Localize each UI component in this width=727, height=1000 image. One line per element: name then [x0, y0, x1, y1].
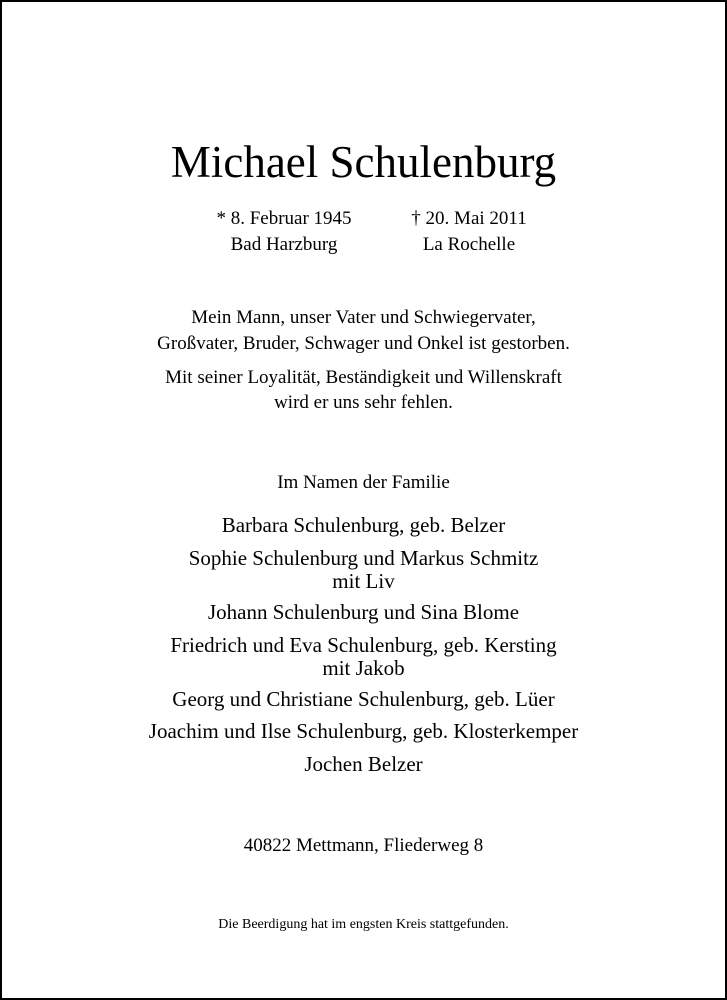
family-member: mit Jakob	[322, 656, 405, 680]
family-member: Johann Schulenburg und Sina Blome	[207, 600, 520, 624]
family-member: mit Liv	[332, 569, 395, 593]
family-member: Jochen Belzer	[304, 752, 423, 776]
birth-star-icon: *	[216, 208, 226, 229]
death-date-line	[359, 206, 579, 232]
death-place: La Rochelle	[422, 234, 516, 255]
address: 40822 Mettmann, Fliederweg 8	[243, 835, 484, 856]
family-intro: Im Namen der Familie	[277, 472, 450, 493]
message-line: wird er uns sehr fehlen.	[274, 392, 453, 413]
birth-place: Bad Harzburg	[230, 234, 338, 255]
funeral-note: Die Beerdigung hat im engsten Kreis stattgefunden.	[218, 917, 509, 932]
death-info	[359, 206, 579, 258]
message-line: Mit seiner Loyalität, Beständigkeit und Willenskraft	[165, 367, 562, 388]
birth-date: 8. Februar 1945	[230, 208, 352, 229]
deceased-name: Michael Schulenburg	[170, 137, 557, 187]
family-member: Friedrich und Eva Schulenburg, geb. Kersting	[170, 633, 557, 657]
family-member: Barbara Schulenburg, geb. Belzer	[221, 513, 506, 537]
family-member: Georg und Christiane Schulenburg, geb. Lüer	[172, 687, 555, 711]
family-member: Joachim und Ilse Schulenburg, geb. Klosterkemper	[148, 719, 579, 743]
message-line: Mein Mann, unser Vater und Schwiegervater,	[191, 307, 536, 328]
death-date: 20. Mai 2011	[425, 208, 527, 229]
life-dates	[2, 206, 725, 266]
family-member: Sophie Schulenburg und Markus Schmitz	[188, 546, 539, 570]
message-line: Großvater, Bruder, Schwager und Onkel ist gestorben.	[157, 333, 570, 354]
death-cross-icon: †	[411, 208, 421, 229]
